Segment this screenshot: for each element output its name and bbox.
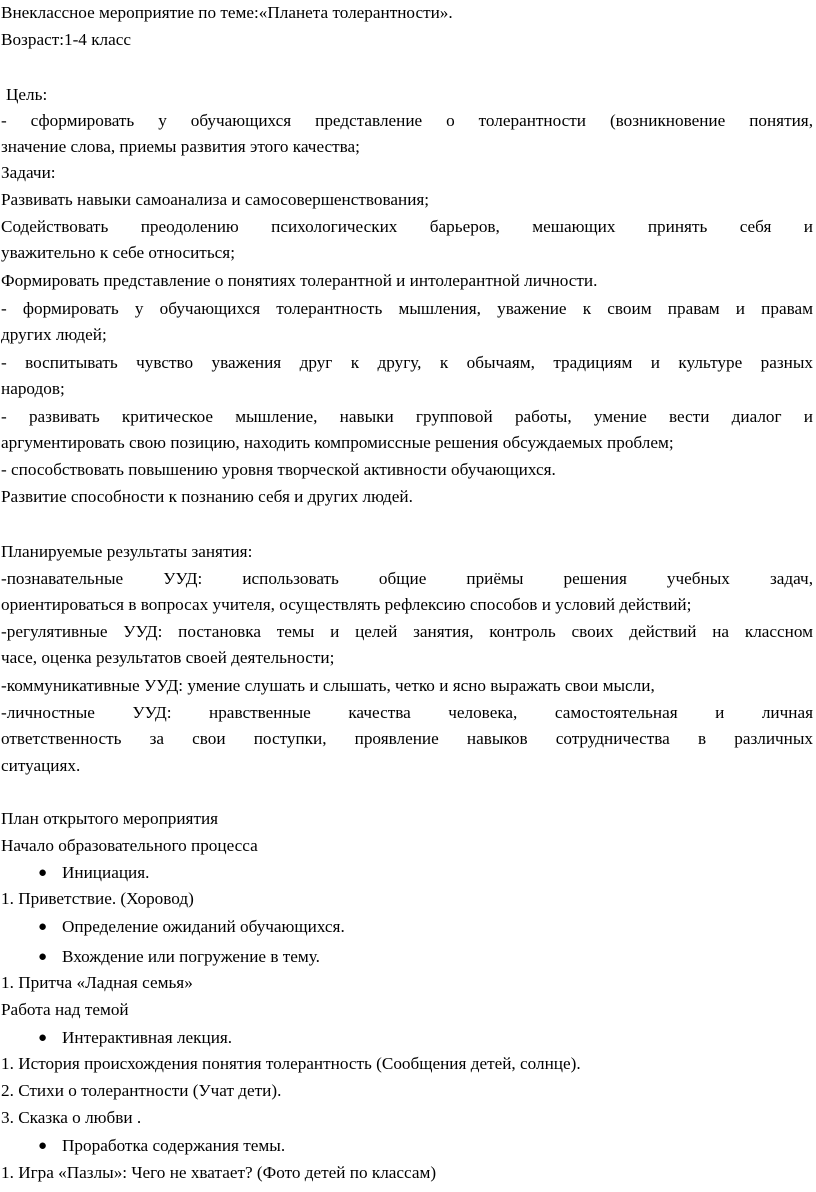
plan-bullet-5 <box>0 1133 812 1159</box>
task-item-4-line-1: - формировать у обучающихся толерантность мышления, уважение к своим правам и правам <box>1 299 813 318</box>
results-label: Планируемые результаты занятия: <box>1 542 253 561</box>
plan-item-4: 2. Стихи о толерантности (Учат дети). <box>1 1081 282 1100</box>
plan-item-5: 3. Сказка о любви . <box>1 1108 142 1127</box>
plan-bullet-4 <box>0 1025 812 1051</box>
bullet-icon: ● <box>38 1138 48 1154</box>
plan-item-1: 1. Приветствие. (Хоровод) <box>1 889 194 908</box>
plan-bullet-4-text: Интерактивная лекция. <box>62 1028 233 1047</box>
result-item-1-line-2: ориентироваться в вопросах учителя, осуществлять рефлексию способов и условий действий; <box>1 595 692 614</box>
result-item-3: -коммуникативные УУД: умение слушать и слышать, четко и ясно выражать свои мысли, <box>1 676 655 695</box>
task-item-4-line-2: других людей; <box>1 325 107 344</box>
plan-bullet-5-text: Проработка содержания темы. <box>62 1136 286 1155</box>
plan-label: План открытого мероприятия <box>1 809 219 828</box>
task-item-5-line-1: - воспитывать чувство уважения друг к другу, к обычаям, традициям и культуре разных <box>1 353 813 372</box>
plan-bullet-2-text: Определение ожиданий обучающихся. <box>62 917 345 936</box>
plan-start-label: Начало образовательного процесса <box>1 836 258 855</box>
task-item-8: Развитие способности к познанию себя и других людей. <box>1 487 413 506</box>
result-item-4-line-1: -личностные УУД: нравственные качества человека, самостоятельная и личная <box>1 703 813 722</box>
bullet-icon: ● <box>38 1030 48 1046</box>
plan-item-2: 1. Притча «Ладная семья» <box>1 973 193 992</box>
result-item-2-line-2: часе, оценка результатов своей деятельности; <box>1 648 335 667</box>
work-label: Работа над темой <box>1 1000 129 1019</box>
plan-item-3: 1. История происхождения понятия толерантность (Сообщения детей, солнце). <box>1 1054 581 1073</box>
bullet-icon: ● <box>38 865 48 881</box>
task-item-6-line-2: аргументировать свою позицию, находить компромиссные решения обсуждаемых проблем; <box>1 433 674 452</box>
task-item-1: Развивать навыки самоанализа и самосовершенствования; <box>1 190 430 209</box>
result-item-2-line-1: -регулятивные УУД: постановка темы и целей занятия, контроль своих действий на классном <box>1 622 813 641</box>
plan-bullet-3-text: Вхождение или погружение в тему. <box>62 947 320 966</box>
plan-bullet-1 <box>0 860 812 886</box>
task-item-6-line-1: - развивать критическое мышление, навыки групповой работы, умение вести диалог и <box>1 407 813 426</box>
task-item-3: Формировать представление о понятиях толерантной и интолерантной личности. <box>1 271 598 290</box>
tasks-label: Задачи: <box>1 163 56 182</box>
plan-bullet-3 <box>0 944 812 970</box>
task-item-2-line-1: Содействовать преодолению психологических барьеров, мешающих принять себя и <box>1 217 813 236</box>
bullet-icon: ● <box>38 949 48 965</box>
bullet-icon: ● <box>38 919 48 935</box>
result-item-4-line-3: ситуациях. <box>1 756 81 775</box>
goal-text-line-2: значение слова, приемы развития этого качества; <box>1 137 360 156</box>
plan-bullet-1-text: Инициация. <box>62 863 150 882</box>
goal-label: Цель: <box>6 85 48 104</box>
task-item-2-line-2: уважительно к себе относиться; <box>1 243 235 262</box>
result-item-4-line-2: ответственность за свои поступки, проявление навыков сотрудничества в различных <box>1 729 813 748</box>
goal-text-line-1: - сформировать у обучающихся представление о толерантности (возникновение понятия, <box>1 111 813 130</box>
plan-bullet-2 <box>0 914 812 940</box>
task-item-5-line-2: народов; <box>1 379 65 398</box>
document-title: Внеклассное мероприятие по теме:«Планета толерантности». <box>1 3 453 22</box>
result-item-1-line-1: -познавательные УУД: использовать общие приёмы решения учебных задач, <box>1 569 813 588</box>
plan-item-6: 1. Игра «Пазлы»: Чего не хватает? (Фото детей по классам) <box>1 1163 437 1182</box>
task-item-7: - способствовать повышению уровня творческой активности обучающихся. <box>1 460 556 479</box>
age-line: Возраст:1-4 класс <box>1 30 132 49</box>
